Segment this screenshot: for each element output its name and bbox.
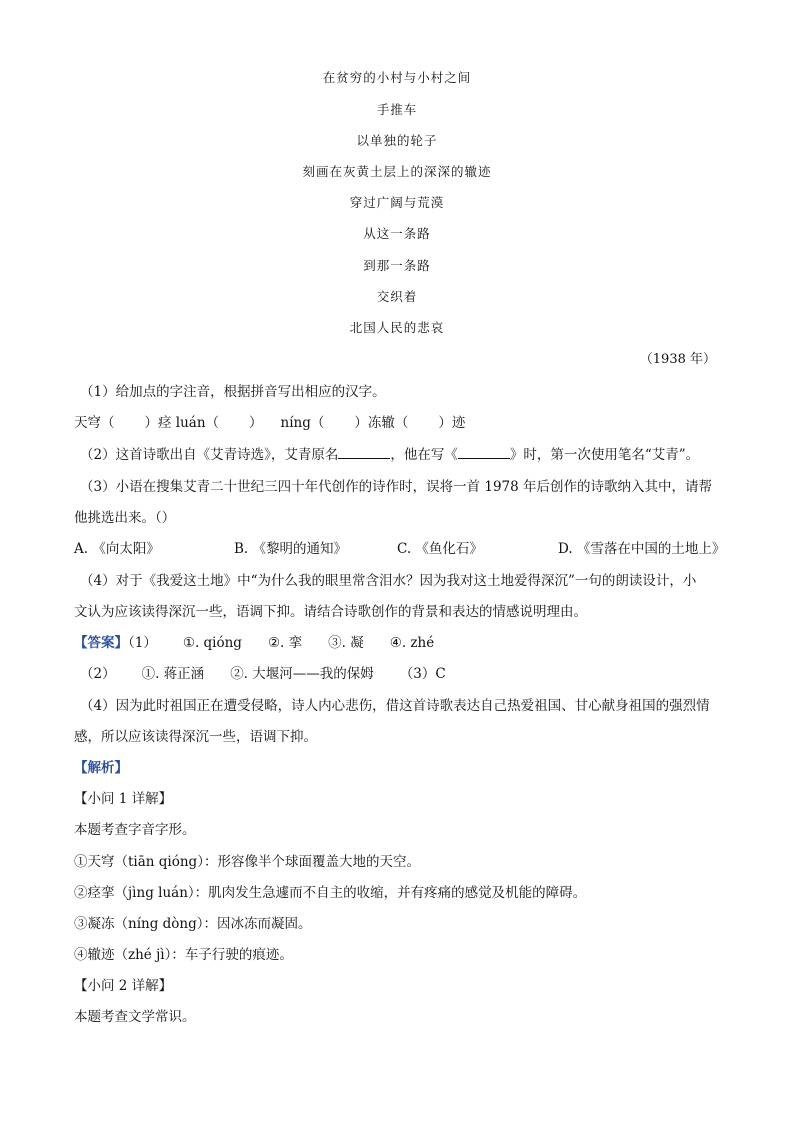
answer-item: ②. 挛 — [267, 635, 303, 651]
answer-item: ①. qióng — [182, 635, 242, 651]
q1-item: ） — [249, 415, 263, 431]
analysis-subheading: 【小问 2 详解】 — [74, 978, 173, 994]
poem-line: 北国人民的悲哀 — [349, 320, 445, 335]
option-b[interactable]: B. 《黎明的通知》 — [234, 541, 348, 557]
analysis-subheading: 【小问 1 详解】 — [74, 791, 173, 807]
answer-row-2 — [80, 662, 734, 682]
analysis-text: 本题考查字音字形。 — [74, 822, 196, 838]
answer-q4-line: （4）因为此时祖国正在遭受侵略，诗人内心悲伤，借这首诗歌表达自己热爱祖国、甘心献身祖国的强烈情 — [80, 698, 710, 714]
q1-item: níng（ — [280, 415, 325, 431]
analysis-tag: 【解析】 — [74, 760, 128, 776]
question-4-line: 文认为应该读得深沉一些，语调下抑。请结合诗歌创作的背景和表达的情感说明理由。 — [74, 604, 587, 620]
answer-item: ②. 大堰河——我的保姆 — [230, 666, 374, 682]
answer-row-1 — [74, 631, 734, 651]
q2-text: ，他在写《 — [390, 447, 458, 463]
answer-tag: 【答案】 — [74, 635, 128, 651]
q2-text: （2）这首诗歌出自《艾青诗选》，艾青原名 — [80, 447, 339, 463]
poem-line: 交织着 — [376, 289, 418, 304]
q1-item: ）痉 luán（ — [144, 415, 220, 431]
poem-line: 在贫穷的小村与小村之间 — [322, 70, 472, 85]
option-a[interactable]: A. 《向太阳》 — [74, 541, 160, 557]
poem-line: 刻画在灰黄土层上的深深的辙迹 — [302, 164, 492, 179]
analysis-entry: ③凝冻（níng dòng）：因冰冻而凝固。 — [74, 916, 312, 932]
question-1-items — [74, 411, 734, 431]
poem-year: （1938 年） — [639, 352, 716, 367]
poem-line: 从这一条路 — [363, 226, 431, 241]
answer-q4-line: 感，所以应该读得深沉一些，语调下抑。 — [74, 729, 317, 745]
question-4-line: （4）对于《我爱这土地》中“为什么我的眼里常含泪水？因为我对这土地爱得深沉”一句的朗读设计，小 — [80, 573, 697, 589]
analysis-text: 本题考查文学常识。 — [74, 1009, 196, 1025]
question-1-prompt: （1）给加点的字注音，根据拼音写出相应的汉字。 — [80, 384, 386, 400]
q1-item: ）迹 — [438, 415, 466, 431]
option-d[interactable]: D. 《雪落在中国的土地上》 — [558, 541, 726, 557]
poem-line: 以单独的轮子 — [356, 133, 438, 148]
analysis-entry: ④辙迹（zhé jì）：车子行驶的痕迹。 — [74, 947, 293, 963]
answer-item: ③. 凝 — [328, 635, 364, 651]
answer-item: ④. zhé — [389, 635, 435, 651]
answer-blank[interactable] — [338, 446, 390, 459]
answer-item: （1） — [128, 635, 157, 651]
answer-item: ①. 蒋正涵 — [141, 666, 205, 682]
question-3-line: 他挑选出来。（） — [74, 510, 176, 526]
q1-item: 天穹（ — [74, 415, 115, 431]
answer-item: （3）C — [399, 666, 446, 682]
question-3-line: （3）小语在搜集艾青二十世纪三四十年代创作的诗作时，误将一首 1978 年后创作的诗歌纳入其中，请帮 — [80, 479, 713, 495]
answer-item: （2） — [80, 666, 116, 682]
poem-line: 手推车 — [376, 102, 418, 117]
question-2 — [80, 443, 734, 463]
poem-line: 到那一条路 — [363, 258, 431, 273]
poem-line: 穿过广阔与荒漠 — [349, 195, 445, 210]
analysis-entry: ①天穹（tiān qióng）：形容像半个球面覆盖大地的天空。 — [74, 854, 420, 870]
option-c[interactable]: C. 《鱼化石》 — [397, 541, 483, 557]
q1-item: ）冻辙（ — [354, 415, 409, 431]
q2-text: 》时，第一次使用笔名“艾青”。 — [509, 447, 700, 463]
analysis-entry: ②痉挛（jìng luán）：肌肉发生急遽而不自主的收缩，并有疼痛的感觉及机能的障碍。 — [74, 885, 587, 901]
answer-blank[interactable] — [458, 446, 510, 459]
